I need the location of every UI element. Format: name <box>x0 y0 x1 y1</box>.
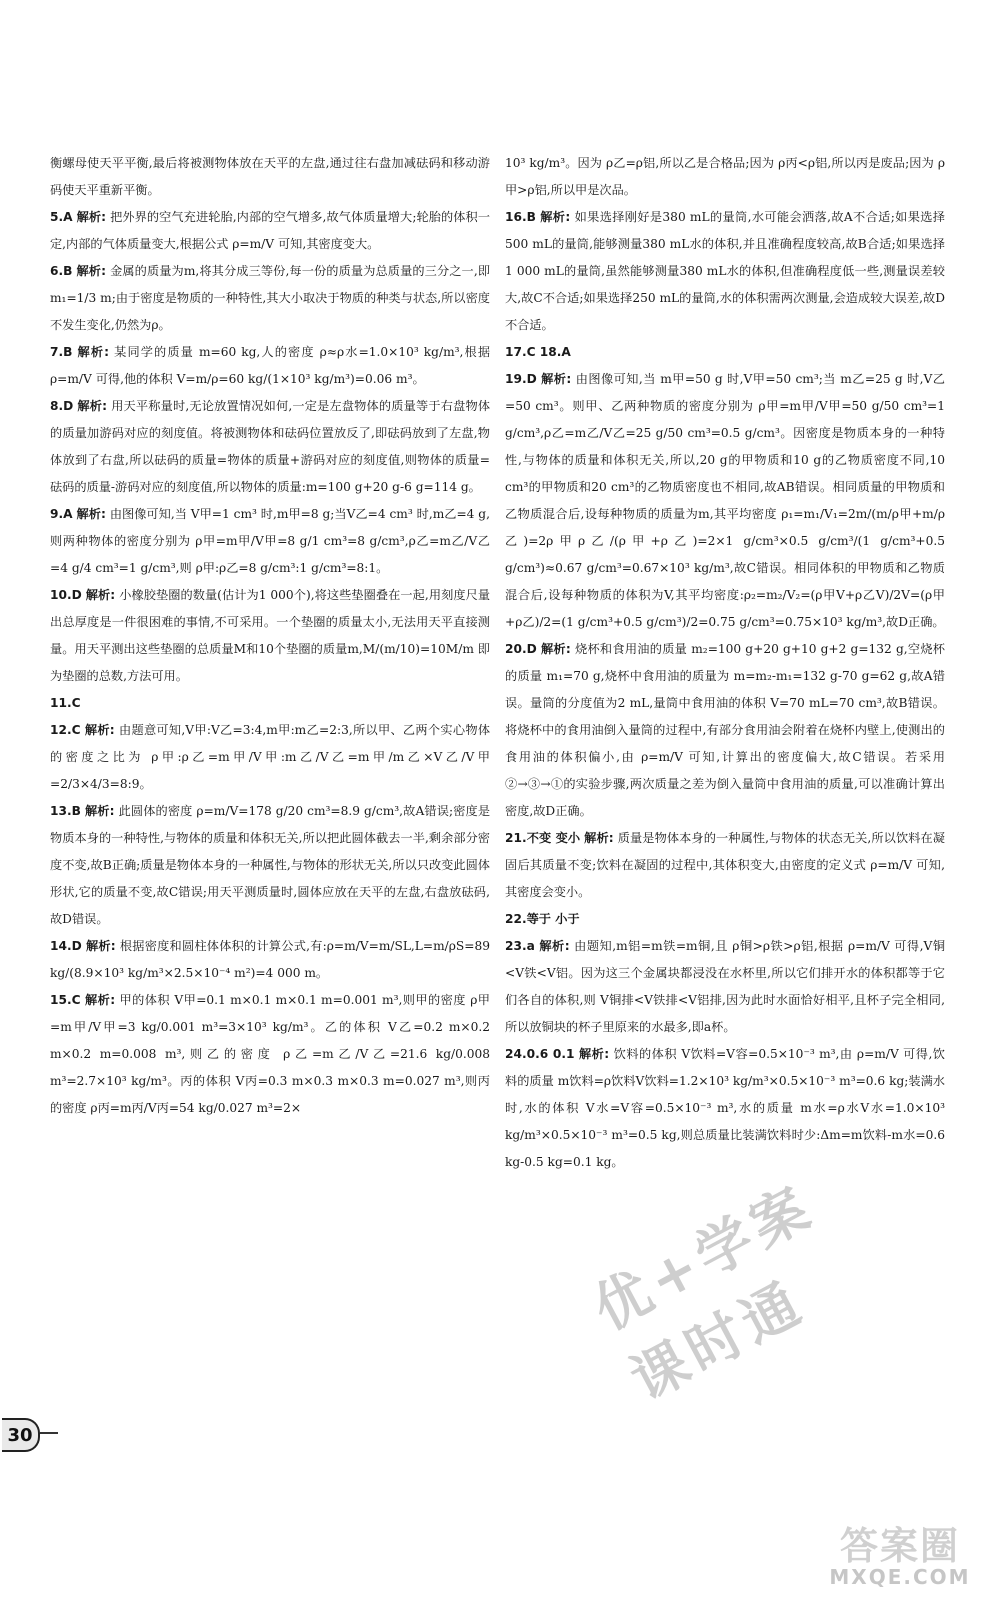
analysis-label: 解析: <box>76 345 110 359</box>
answer-item <box>505 339 945 366</box>
left-column <box>50 150 490 1122</box>
answer-number: 12.C <box>50 723 81 737</box>
answer-number: 13.B <box>50 804 81 818</box>
answer-number: 14.D <box>50 939 82 953</box>
answer-text: 如果选择刚好是380 mL的量筒,水可能会洒落,故A不合适;如果选择500 mL的量筒,能够测量380 mL水的体积,并且准确程度较高,故B合适;如果选择1 000 mL的量筒,虽然能够测量380 mL水的体积,但准确程度低一些,测量误差较大,故C不合适;如果选择250 mL的量筒,水的体积需两次测量,会造成较大误差,故D不合适。 <box>505 210 945 332</box>
answer-text: 此圆体的密度 ρ=m/V=178 g/20 cm³=8.9 g/cm³,故A错误;密度是物质本身的一种特性,与物体的质量和体积无关,所以把此圆体截去一半,剩余部分密度不变,故B正确;质量是物体本身的一种属性,与物体的形状无关,所以只改变此圆体形状,它的质量不变,故C错误;用天平测质量时,圆体应放在天平的左盘,右盘放砝码,故D错误。 <box>50 804 491 926</box>
answer-item <box>50 798 490 933</box>
answer-number: 21.不变 变小 <box>505 831 581 845</box>
right-column <box>505 150 945 1176</box>
answer-item <box>50 339 490 393</box>
analysis-label: 解析: <box>77 399 108 413</box>
answer-text: 烧杯和食用油的质量 m₂=100 g+20 g+10 g+2 g=132 g,空烧杯的质量 m₁=70 g,烧杯中食用油的质量为 m=m₂-m₁=132 g-70 g=62 g,故A错误。量筒的分度值为2 mL,量筒中食用油的体积 V=70 mL=70 cm³,故B错误。将烧杯中的食用油倒入量筒的过程中,有部分食用油会附着在烧杯内壁上,使测出的食用油的体积偏小,由 ρ=m/V 可知,计算出的密度偏大,故C错误。若采用②→③→①的实验步骤,两次质量之差为倒入量筒中食用油的质量,可以准确计算出密度,故D正确。 <box>505 642 945 818</box>
analysis-label: 解析: <box>539 210 571 224</box>
answer-item <box>505 825 945 906</box>
page-number-rule <box>40 1432 58 1434</box>
answer-item <box>50 933 490 987</box>
answer-number: 19.D <box>505 372 537 386</box>
answer-text: 由题知,m铝=m铁=m铜,且 ρ铜>ρ铁>ρ铝,根据 ρ=m/V 可得,V铜<V铁<V铝。因为这三个金属块都浸没在水杯里,所以它们排开水的体积都等于它们各自的体积,则 V铜排<V铁排<V铝排,因为此时水面恰好相平,且杯子完全相同,所以放铜块的杯子里原来的水最多,即a杯。 <box>505 939 946 1034</box>
answer-number: 7.B <box>50 345 73 359</box>
answer-number: 17.C 18.A <box>505 345 571 359</box>
analysis-label: 解析: <box>540 642 571 656</box>
answer-text: 金属的质量为m,将其分成三等份,每一份的质量为总质量的三分之一,即 m₁=1/3 m;由于密度是物质的一种特性,其大小取决于物质的种类与状态,所以密度不发生变化,仍然为ρ。 <box>50 264 491 332</box>
answer-item <box>505 933 945 1041</box>
analysis-label: 解析: <box>85 588 116 602</box>
answer-text: 10³ kg/m³。因为 ρ乙=ρ铝,所以乙是合格品;因为 ρ丙<ρ铝,所以丙是废品;因为 ρ甲>ρ铝,所以甲是次品。 <box>505 156 945 197</box>
publisher-stamp: 优+学案 课时通 <box>582 1172 825 1415</box>
analysis-label: 解析: <box>578 1047 610 1061</box>
answer-text: 衡螺母使天平平衡,最后将被测物体放在天平的左盘,通过往右盘加减砝码和移动游码使天平重新平衡。 <box>50 156 490 197</box>
site-watermark <box>810 1515 990 1595</box>
answer-item <box>50 204 490 258</box>
answer-item <box>505 1041 945 1176</box>
answer-text: 用天平称量时,无论放置情况如何,一定是左盘物体的质量等于右盘物体的质量加游码对应的刻度值。将被测物体和砝码位置放反了,即砝码放到了左盘,物体放到了右盘,所以砝码的质量=物体的质量+游码对应的刻度值,则物体的质量=砝码的质量-游码对应的刻度值,所以物体的质量:m=100 g+20 g-6 g=114 g。 <box>50 399 491 494</box>
page-number: 30 <box>2 1418 40 1452</box>
answer-item <box>505 366 945 636</box>
watermark-logo-text: 答案圈 <box>839 1524 960 1568</box>
answer-item <box>505 150 945 204</box>
answer-item <box>50 258 490 339</box>
analysis-label: 解析: <box>76 264 106 278</box>
analysis-label: 解析: <box>85 939 116 953</box>
watermark-url: MXQE.COM <box>829 1565 971 1589</box>
answer-number: 5.A <box>50 210 73 224</box>
answer-text: 饮料的体积 V饮料=V容=0.5×10⁻³ m³,由 ρ=m/V 可得,饮料的质量 m饮料=ρ饮料V饮料=1.2×10³ kg/m³×0.5×10⁻³ m³=0.6 kg;装满水时,水的体积 V水=V容=0.5×10⁻³ m³,水的质量 m水=ρ水V水=1.0×10³ kg/m³×0.5×10⁻³ m³=0.5 kg,则总质量比装满饮料时少:Δm=m饮料-m水=0.6 kg-0.5 kg=0.1 kg。 <box>505 1047 945 1169</box>
answer-number: 24.0.6 0.1 <box>505 1047 575 1061</box>
answer-number: 15.C <box>50 993 81 1007</box>
answer-text: 由图像可知,当 m甲=50 g 时,V甲=50 cm³;当 m乙=25 g 时,V乙=50 cm³。则甲、乙两种物质的密度分别为 ρ甲=m甲/V甲=50 g/50 cm³=1 g/cm³,ρ乙=m乙/V乙=25 g/50 cm³=0.5 g/cm³。因密度是物质本身的一种特性,与物体的质量和体积无关,所以,20 g的甲物质和10 g的乙物质密度不同,10 cm³的甲物质和20 cm³的乙物质密度也不相同,故AB错误。相同质量的甲物质和乙物质混合后,设每种物质的质量为m,其平均密度 ρ₁=m₁/V₁=2m/(m/ρ甲+m/ρ乙)=2ρ甲ρ乙/(ρ甲+ρ乙)=2×1 g/cm³×0.5 g/cm³/(1 g/cm³+0.5 g/cm³)≈0.67 g/cm³=0.67×10³ kg/m³,故C错误。相同体积的甲物质和乙物质混合后,设每种物质的体积为V,其平均密度:ρ₂=m₂/V₂=(ρ甲V+ρ乙V)/2V=(ρ甲+ρ乙)/2=(1 g/cm³+0.5 g/cm³)/2=0.75 g/cm³=0.75×10³ kg/m³,故D正确。 <box>505 372 945 629</box>
answer-item <box>50 717 490 798</box>
answer-text: 小橡胶垫圈的数量(估计为1 000个),将这些垫圈叠在一起,用刻度尺量出总厚度是一件很困难的事情,不可采用。一个垫圈的质量太小,无法用天平直接测量。用天平测出这些垫圈的总质量M和10个垫圈的质量m,M/(m/10)=10M/m 即为垫圈的总数,方法可用。 <box>50 588 491 683</box>
answer-text: 由题意可知,V甲:V乙=3:4,m甲:m乙=2:3,所以甲、乙两个实心物体的密度之比为 ρ甲:ρ乙=m甲/V甲:m乙/V乙=m甲/m乙×V乙/V甲=2/3×4/3=8:9。 <box>50 723 491 791</box>
analysis-label: 解析: <box>76 507 106 521</box>
answer-number: 23.a <box>505 939 535 953</box>
answer-item <box>50 150 490 204</box>
answer-number: 20.D <box>505 642 537 656</box>
answer-number: 11.C <box>50 696 81 710</box>
analysis-label: 解析: <box>76 210 107 224</box>
answer-text: 由图像可知,当 V甲=1 cm³ 时,m甲=8 g;当V乙=4 cm³ 时,m乙=4 g,则两种物体的密度分别为 ρ甲=m甲/V甲=8 g/1 cm³=8 g/cm³,ρ乙=m乙/V乙=4 g/4 cm³=1 g/cm³,则 ρ甲:ρ乙=8 g/cm³:1 g/cm³=8:1。 <box>50 507 490 575</box>
analysis-label: 解析: <box>540 372 572 386</box>
answer-text: 某同学的质量 m=60 kg,人的密度 ρ≈ρ水=1.0×10³ kg/m³,根据 ρ=m/V 可得,他的体积 V=m/ρ=60 kg/(1×10³ kg/m³)=0.06 m³。 <box>50 345 491 386</box>
analysis-label: 解析: <box>538 939 570 953</box>
analysis-label: 解析: <box>84 804 115 818</box>
answer-item <box>505 636 945 825</box>
answer-item <box>505 204 945 339</box>
answer-number: 8.D <box>50 399 74 413</box>
answer-item <box>505 906 945 933</box>
answer-item <box>50 393 490 501</box>
answer-text: 质量是物体本身的一种属性,与物体的状态无关,所以饮料在凝固后其质量不变;饮料在凝固的过程中,其体积变大,由密度的定义式 ρ=m/V 可知,其密度会变小。 <box>505 831 945 899</box>
analysis-label: 解析: <box>84 723 115 737</box>
answer-item <box>50 690 490 717</box>
analysis-label: 解析: <box>84 993 116 1007</box>
answer-item <box>50 582 490 690</box>
answer-item <box>50 501 490 582</box>
analysis-label: 解析: <box>584 831 614 845</box>
answer-text: 根据密度和圆柱体体积的计算公式,有:ρ=m/V=m/SL,L=m/ρS=89 kg/(8.9×10³ kg/m³×2.5×10⁻⁴ m²)=4 000 m。 <box>50 939 490 980</box>
answer-number: 22.等于 小于 <box>505 912 580 926</box>
answer-text: 甲的体积 V甲=0.1 m×0.1 m×0.1 m=0.001 m³,则甲的密度 ρ甲=m甲/V甲=3 kg/0.001 m³=3×10³ kg/m³。乙的体积 V乙=0.2 m×0.2 m×0.2 m=0.008 m³,则乙的密度 ρ乙=m乙/V乙=21.6 kg/0.008 m³=2.7×10³ kg/m³。丙的体积 V丙=0.3 m×0.3 m×0.3 m=0.027 m³,则丙的密度 ρ丙=m丙/V丙=54 kg/0.027 m³=2× <box>50 993 490 1115</box>
answer-number: 10.D <box>50 588 82 602</box>
answer-number: 16.B <box>505 210 536 224</box>
answer-number: 9.A <box>50 507 73 521</box>
answer-number: 6.B <box>50 264 73 278</box>
answer-item <box>50 987 490 1122</box>
answer-text: 把外界的空气充进轮胎,内部的空气增多,故气体质量增大;轮胎的体积一定,内部的气体质量变大,根据公式 ρ=m/V 可知,其密度变大。 <box>50 210 491 251</box>
